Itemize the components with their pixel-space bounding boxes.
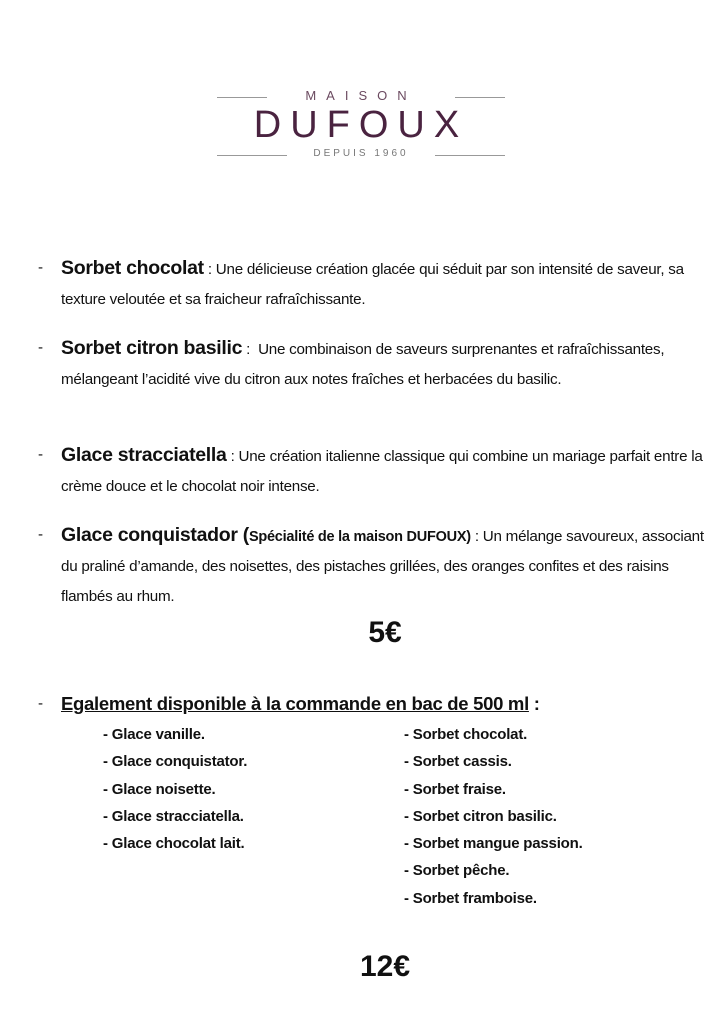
bac-sep: : [528,693,540,714]
menu-item [38,333,708,395]
list-item: - Sorbet fraise. [404,780,506,798]
item-sep: : [470,528,483,545]
list-item: - Sorbet citron basilic. [404,807,557,825]
sorbets-list [404,721,583,912]
item-title: Glace conquistador ( [61,524,249,546]
item-sep: : [203,261,216,278]
list-item: - Glace chocolat lait. [103,835,245,853]
list-item: - Glace vanille. [103,726,205,743]
menu-item [38,253,708,315]
price-12: 12€ [359,950,411,983]
item-title: Sorbet chocolat [61,257,204,279]
menu-item [38,520,708,612]
bac-heading [38,689,708,721]
price-5: 5€ [368,616,402,649]
list-item: - Sorbet chocolat. [404,726,528,743]
list-item: - Glace conquistator. [103,753,248,771]
item-description: Une délicieuse création glacée qui séduit par son intensité de saveur, sa texture veloutée et sa fraicheur rafraîchissante. [61,261,684,308]
bullet-dash: - [38,526,43,543]
list-item: - Sorbet mangue passion. [404,835,583,853]
bullet-dash: - [38,259,43,276]
item-title: Sorbet citron basilic [61,337,243,359]
bullet-dash: - [38,446,43,463]
item-sep: : [226,448,239,465]
logo-maison: MAISON [305,88,417,103]
list-item: - Glace noisette. [103,780,216,798]
menu-item [38,440,708,502]
maison-dufoux-logo [215,88,507,166]
item-title: Glace stracciatella [61,444,227,466]
bullet-dash: - [38,695,43,712]
glaces-list [103,721,247,857]
logo-name: DUFOUX [253,104,469,146]
list-item: - Sorbet framboise. [404,889,537,907]
item-specialty: Spécialité de la maison DUFOUX) [248,529,471,545]
list-item: - Glace stracciatella. [103,807,244,825]
list-item: - Sorbet pêche. [404,862,510,880]
list-item: - Sorbet cassis. [404,753,512,771]
item-description: Un mélange savoureux, associant du praliné d’amande, des noisettes, des pistaches grillées, des oranges confites et des raisins flambés au rhum. [61,528,704,605]
item-description: Une combinaison de saveurs surprenantes et rafraîchissantes, mélangeant l’acidité vive du citron aux notes fraîches et herbacées du basilic. [61,341,665,388]
logo-since: DEPUIS 1960 [313,148,409,159]
item-description: Une création italienne classique qui combine un mariage parfait entre la crème douce et le chocolat noir intense. [61,448,703,495]
item-sep: : [242,341,259,358]
bac-title: Egalement disponible à la commande en bac de 500 ml [61,693,529,714]
bullet-dash: - [38,339,43,356]
